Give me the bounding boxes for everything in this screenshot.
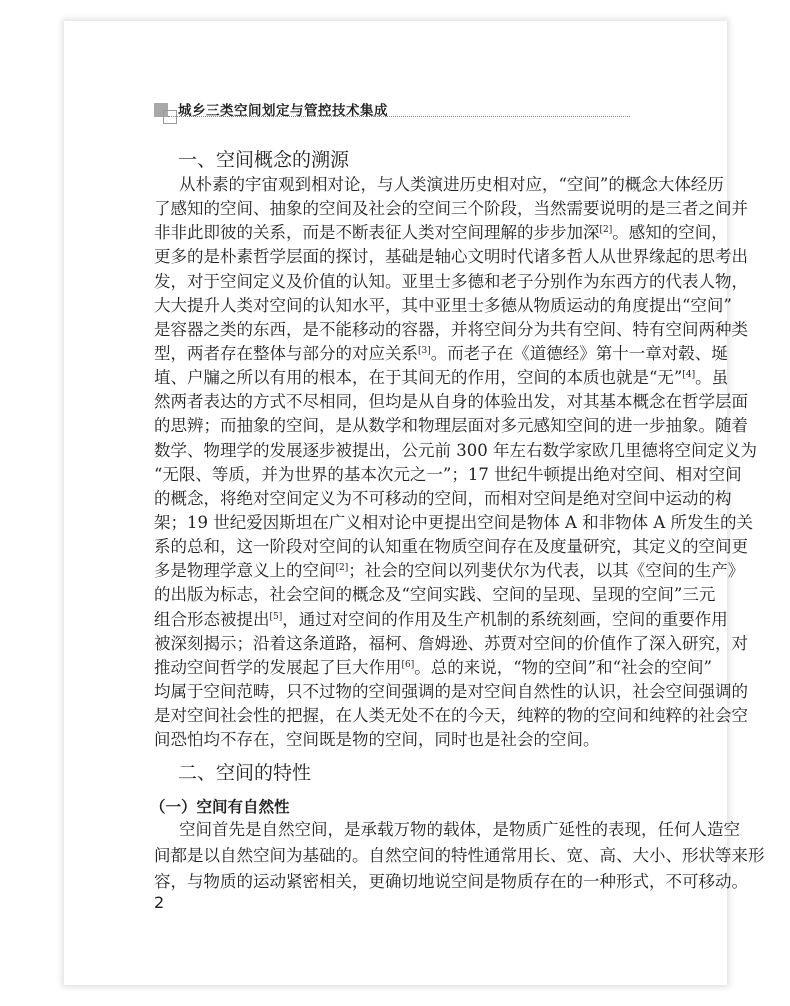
text-line bbox=[154, 535, 748, 559]
text-segment: 。感知的空间， bbox=[612, 223, 728, 243]
text-line bbox=[154, 390, 748, 414]
citation-reference: [2] bbox=[335, 563, 349, 574]
text-segment: 容，与物质的运动紧密相关，更确切地说空间是物质存在的一种形式，不可移动。 bbox=[154, 872, 748, 891]
citation-reference: [2] bbox=[599, 225, 613, 236]
text-segment: 更多的是朴素哲学层面的探讨，基础是轴心文明时代诸多哲人从世界缘起的思考出 bbox=[154, 247, 748, 267]
text-line bbox=[154, 318, 748, 342]
text-line bbox=[154, 439, 757, 463]
text-segment: 空间首先是自然空间，是承载万物的载体，是物质广延性的表现，任何人造空 bbox=[179, 820, 740, 839]
text-segment: 埴、户牖之所以有用的根本，在于其间无的作用，空间的本质也就是“无” bbox=[154, 368, 683, 388]
citation-reference: [3] bbox=[418, 345, 431, 356]
citation-reference: [4] bbox=[682, 370, 696, 381]
text-segment: ，通过对空间的作用及生产机制的系统刻画，空间的重要作用 bbox=[282, 609, 728, 629]
text-segment: 被深刻揭示；沿着这条道路，福柯、詹姆逊、苏贾对空间的价值作了深入研究，对 bbox=[154, 633, 748, 653]
text-segment: 。虽 bbox=[695, 368, 729, 388]
text-line bbox=[154, 632, 748, 656]
citation-reference: [5] bbox=[269, 611, 283, 622]
text-segment: 是容器之类的东西，是不能移动的容器，并将空间分为共有空间、特有空间两种类 bbox=[154, 319, 748, 339]
citation-reference: [6] bbox=[401, 659, 415, 670]
text-segment: 从朴素的宇宙观到相对论，与人类演进历史相对应，“空间”的概念大体经历 bbox=[179, 175, 724, 194]
text-segment: 的出版为标志，社会空间的概念及“空间实践、空间的呈现、呈现的空间”三元 bbox=[154, 585, 716, 605]
text-segment: 间都是以自然空间为基础的。自然空间的特性通常用长、宽、高、大小、形状等来形 bbox=[154, 846, 765, 865]
page-number: 2 bbox=[154, 893, 165, 912]
text-line bbox=[154, 294, 732, 318]
text-line bbox=[154, 817, 740, 843]
text-segment: 了感知的空间、抽象的空间及社会的空间三个阶段，当然需要说明的是三者之间并 bbox=[154, 199, 748, 219]
text-segment: 是对空间社会性的把握，在人类无处不在的今天，纯粹的物的空间和纯粹的社会空 bbox=[154, 706, 748, 726]
text-segment: 均属于空间范畴，只不过物的空间强调的是对空间自然性的认识，社会空间强调的 bbox=[154, 681, 748, 701]
text-line bbox=[154, 869, 748, 895]
text-line bbox=[154, 245, 748, 269]
text-line bbox=[154, 221, 728, 245]
text-segment: 间恐怕均不存在，空间既是物的空间，同时也是社会的空间。 bbox=[154, 730, 600, 750]
text-segment: 大大提升人类对空间的认知水平，其中亚里士多德从物质运动的角度提出“空间” bbox=[154, 295, 732, 315]
subsection-heading: （一）空间有自然性 bbox=[150, 798, 290, 816]
text-segment: “无限、等质，并为世界的基本次元之一”；17 世纪牛顿提出绝对空间、相对空间 bbox=[154, 464, 742, 484]
text-line bbox=[154, 511, 754, 535]
section-heading-2: 二、空间的特性 bbox=[178, 762, 312, 784]
text-line bbox=[154, 656, 712, 680]
text-segment: 数学、物理学的发展逐步被提出，公元前 300 年左右数学家欧几里德将空间定义为 bbox=[154, 440, 757, 460]
section-1-paragraph bbox=[154, 173, 757, 752]
text-line bbox=[154, 270, 748, 294]
text-line bbox=[154, 173, 724, 197]
text-segment: 的思辨；而抽象的空间，是从数学和物理层面对多元感知空间的进一步抽象。随着 bbox=[154, 416, 748, 436]
text-line bbox=[154, 583, 716, 607]
text-segment: ；社会的空间以列斐伏尔为代表，以其《空间的生产》 bbox=[348, 561, 745, 581]
text-segment: 的概念，将绝对空间定义为不可移动的空间，而相对空间是绝对空间中运动的构 bbox=[154, 488, 732, 508]
running-header: 城乡三类空间划定与管控技术集成 bbox=[178, 103, 388, 119]
header-decoration-outline-square bbox=[163, 110, 177, 124]
text-segment: 非非此即彼的关系，而是不断表征人类对空间理解的步步加深 bbox=[154, 223, 600, 243]
text-segment: 。总的来说，“物的空间”和“社会的空间” bbox=[414, 657, 712, 677]
text-segment: 多是物理学意义上的空间 bbox=[154, 561, 336, 581]
text-segment: 系的总和，这一阶段对空间的认知重在物质空间存在及度量研究，其定义的空间更 bbox=[154, 537, 748, 557]
text-line bbox=[154, 728, 614, 752]
text-segment: 推动空间哲学的发展起了巨大作用 bbox=[154, 657, 402, 677]
subsection-paragraph bbox=[154, 817, 765, 895]
text-line bbox=[154, 704, 748, 728]
text-segment: 发，对于空间定义及价值的认知。亚里士多德和老子分别作为东西方的代表人物， bbox=[154, 271, 748, 291]
text-line bbox=[154, 463, 742, 487]
text-segment: 。而老子在《道德经》第十一章对毂、埏 bbox=[430, 343, 728, 363]
text-segment: 组合形态被提出 bbox=[154, 609, 270, 629]
text-line bbox=[154, 197, 748, 221]
text-segment: 型，两者存在整体与部分的对应关系 bbox=[154, 343, 418, 363]
section-heading-1: 一、空间概念的溯源 bbox=[178, 149, 350, 171]
text-segment: 架；19 世纪爱因斯坦在广义相对论中更提出空间是物体 A 和非物体 A 所发生的关 bbox=[154, 512, 754, 532]
text-segment: 然两者表达的方式不尽相同，但均是从自身的体验出发，对其基本概念在哲学层面 bbox=[154, 392, 748, 412]
text-line bbox=[154, 342, 728, 366]
text-line bbox=[154, 843, 765, 869]
text-line bbox=[154, 366, 729, 390]
text-line bbox=[154, 608, 728, 632]
text-line bbox=[154, 487, 732, 511]
text-line bbox=[154, 680, 748, 704]
text-line bbox=[154, 559, 745, 583]
text-line bbox=[154, 414, 748, 438]
